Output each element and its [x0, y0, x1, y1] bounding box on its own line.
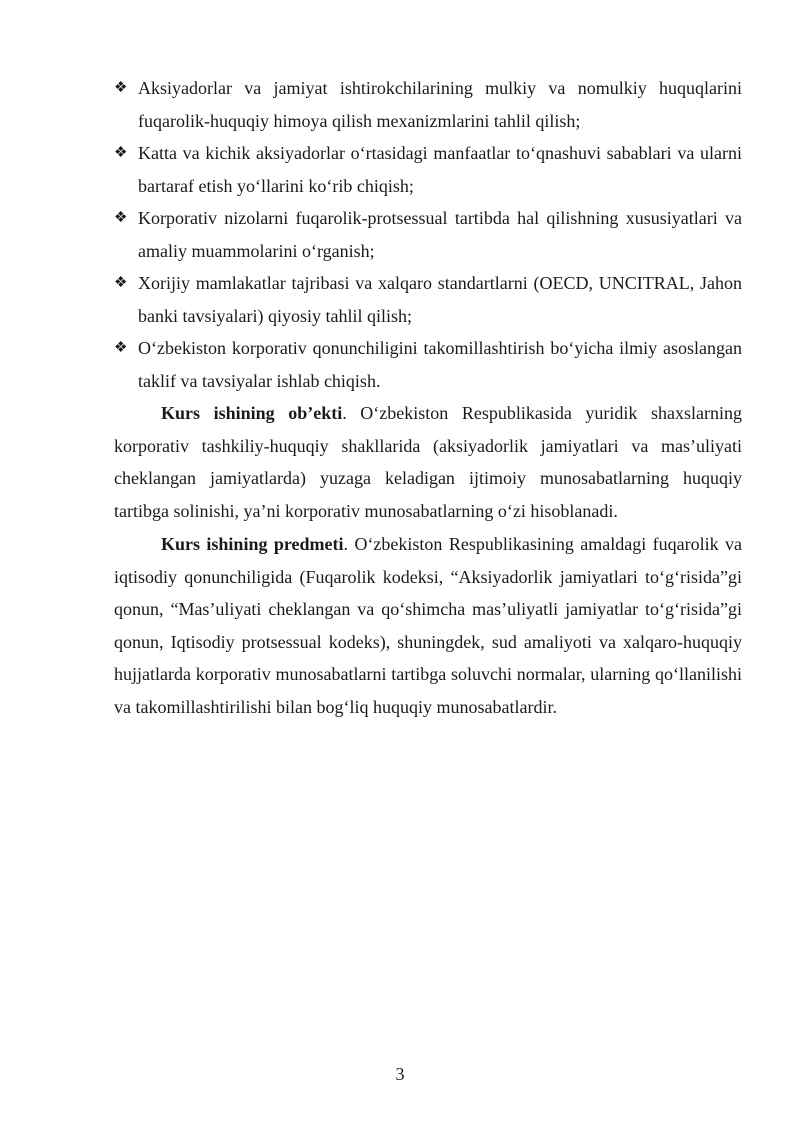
object-paragraph	[114, 397, 742, 527]
list-item-text: Korporativ nizolarni fuqarolik-protsessual tartibda hal qilishning xususiyatlari va amaliy muammolarini o‘rganish;	[138, 208, 742, 261]
object-heading: Kurs ishining ob’ekti	[161, 403, 343, 423]
subject-heading: Kurs ishining predmeti	[161, 534, 344, 554]
diamond-bullet-icon: ❖	[114, 275, 128, 291]
list-item	[114, 137, 742, 202]
list-item-text: Katta va kichik aksiyadorlar o‘rtasidagi manfaatlar to‘qnashuvi sabablari va ularni bartaraf etish yo‘llarini ko‘rib chiqish;	[138, 143, 742, 196]
diamond-bullet-icon: ❖	[114, 210, 128, 226]
object-text: . O‘zbekiston Respublikasida yuridik shaxslarning korporativ tashkiliy-huquqiy shakllarida (aksiyadorlik jamiyatlari va mas’uliyati cheklangan jamiyatlarda) yuzaga keladigan ijtimoiy munosabatlarning huquqiy tartibga solinishi, ya’ni korporativ munosabatlarning o‘zi hisoblanadi.	[114, 403, 742, 521]
list-item	[114, 267, 742, 332]
objectives-list	[114, 72, 742, 397]
subject-text: . O‘zbekiston Respublikasining amaldagi fuqarolik va iqtisodiy qonunchiligida (Fuqarolik kodeksi, “Aksiyadorlik jamiyatlari to‘g‘risida”gi qonun, “Mas’uliyati cheklangan va qo‘shimcha mas’uliyatli jamiyatlar to‘g‘risida”gi qonun, Iqtisodiy protsessual kodeks), shuningdek, sud amaliyoti va xalqaro-huquqiy hujjatlarda korporativ munosabatlarni tartibga soluvchi normalar, ularning qo‘llanilishi va takomillashtirilishi bilan bog‘liq huquqiy munosabatlardir.	[114, 534, 743, 717]
list-item-text: Aksiyadorlar va jamiyat ishtirokchilarining mulkiy va nomulkiy huquqlarini fuqarolik-huquqiy himoya qilish mexanizmlarini tahlil qilish;	[138, 78, 742, 131]
list-item	[114, 72, 742, 137]
diamond-bullet-icon: ❖	[114, 340, 128, 356]
list-item-text: O‘zbekiston korporativ qonunchiligini takomillashtirish bo‘yicha ilmiy asoslangan taklif va tavsiyalar ishlab chiqish.	[138, 338, 742, 391]
diamond-bullet-icon: ❖	[114, 145, 128, 161]
list-item	[114, 332, 742, 397]
diamond-bullet-icon: ❖	[114, 80, 128, 96]
page-number: 3	[395, 1064, 405, 1084]
list-item	[114, 202, 742, 267]
list-item-text: Xorijiy mamlakatlar tajribasi va xalqaro standartlarni (OECD, UNCITRAL, Jahon banki tavsiyalari) qiyosiy tahlil qilish;	[138, 273, 742, 326]
subject-paragraph	[114, 528, 742, 723]
